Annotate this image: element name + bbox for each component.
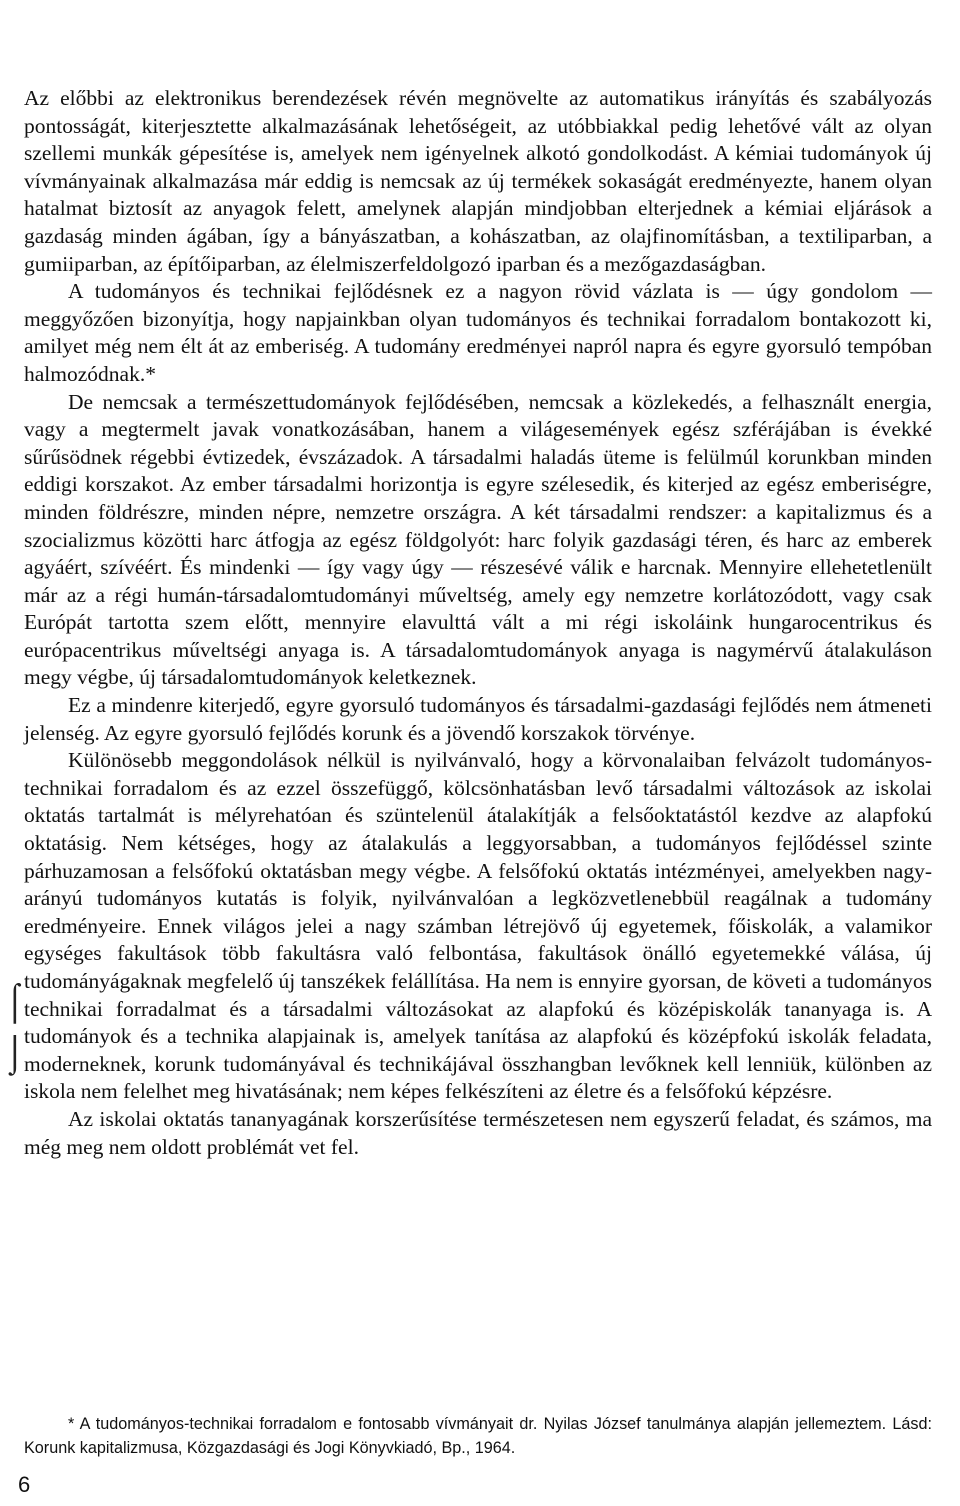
footnote — [24, 1412, 932, 1460]
paragraph-curriculum-modernization: Az iskolai oktatás tananyagának korszerűsítése természetesen nem egyszerű feladat, és számos, ma még meg nem oldott problémát vet fel. — [24, 1106, 932, 1159]
footnote-text: * A tudományos-technikai forradalom e fontosabb vívmányait dr. Nyilas József tanulmánya alapján jellemeztem. Lásd: Korunk kapitalizmusa, Közgazdasági és Jogi Könyvkiadó, Bp., 1964. — [24, 1415, 932, 1457]
paragraph-school-education: Különösebb meggondolások nélkül is nyilvánvaló, hogy a körvonalaiban felvázolt tudományos-technikai forradalom és az ezzel összefüggő, kölcsönhatásban levő társadalmi változások az iskolai oktatás tartalmát is mélyrehatóan és szüntelenül átalakítják a felsőoktatástól kezdve az alapfokú oktatásig. Nem kétséges, hogy az átalakulás a leggyorsabban, a tudományos fejlődéssel szinte párhuzamosan a felsőfokú oktatásban megy végbe. A felsőfokú oktatás intézményei, amelyekben nagyarányú tudományos kutatás is folyik, nyilvánvalóan a legközvetlenebbül reagálnak a tudomány eredményeire. Ennek világos jelei a nagy számban létrejövő új egyetemek, főiskolák, a valamikor egységes fakultások több fakultásra való felbontása, fakultások önálló egyetemekké válása, új tudományágaknak megfelelő új tanszékek felállítása. Ha nem is ennyire gyorsan, de követi a tudományos technikai forradalmat és a társadalmi változásokat az alapfokú és középiskolák tananyaga is. A tudományok és a technika alapjainak is, amelyek tanítása az alapfokú és középfokú iskolák feladata, moderneknek, korunk tudományával és technikájával összhangban levőknek kell lenniük, különben az iskola nem felelhet meg hivatásának; nem képes felkészíteni az életre és a felsőfokú képzésre. — [24, 748, 932, 1104]
book-page-body — [24, 85, 932, 1161]
margin-bracket-mark: ⌠ ⌡ — [4, 981, 26, 1073]
paragraph-social-progress: De nemcsak a természettudományok fejlődésében, nemcsak a közlekedés, a felhasznált energia, vagy a megtermelt javak vonatkozásában, hanem a világesemények egész szférájában is évekké sűrűsödnek régebbi évtizedek, évszázadok. A társadalmi haladás üteme is felülmúl korunkban minden eddigi korszakot. Az ember társadalmi horizontja is egyre szélesedik, és kiterjed az egész emberiségre, minden földrészre, minden népre, nemzetre országra. A két társadalmi rendszer: a kapitalizmus és a szocializmus közötti harc átfogja az egész földgolyót: harc folyik gazdasági téren, és harc az emberek agyáért, szívéért. És mindenki — így vagy úgy — részesévé válik e harcnak. Mennyire ellehetetlenült már az a régi humán-társadalomtudományi műveltség, amely egy nemzetre korlátozódott, vagy csak Európát tartotta szem előtt, mennyire elavulttá vált a mi régi iskoláink hungarocentrikus és európacentrikus műveltségi anyaga is. A társadalomtudományok anyaga is nagymérvű átalakuláson megy végbe, új társadalomtudományok keletkeznek. — [24, 389, 932, 690]
paragraph-scientific-revolution: A tudományos és technikai fejlődésnek ez a nagyon rövid vázlata is — úgy gondolom — meggyőzően bizonyítja, hogy napjainkban olyan tudományos és technikai forradalom bontakozott ki, amilyet még nem élt át az emberiség. A tudomány eredményei napról napra és egyre gyorsuló tempóban halmozódnak.* — [24, 279, 932, 386]
page-number: 6 — [18, 1472, 31, 1497]
paragraph-accelerating-development: Ez a mindenre kiterjedő, egyre gyorsuló tudományos és társadalmi-gazdasági fejlődés nem átmeneti jelenség. Az egyre gyorsuló fejlődés korunk és a jövendő korszakok törvénye. — [24, 693, 932, 745]
paragraph-electronics-chemistry: Az előbbi az elektronikus berendezések révén megnövelte az automatikus irányítás és szabályozás pontosságát, kiterjesztette alkalmazásának lehetőségeit, az utóbbiakkal pedig lehetővé vált az olyan szellemi munkák gépesítése is, amelyek nem igényelnek alkotó gondolkodást. A kémiai tudományok új vívmányainak alkalmazása már eddig is nemcsak az új termékek sokaságát eredményezte, hanem olyan hatalmat biztosít az anyagok felett, amelynek alapján mindjobban elterjednek a kémiai eljárások a gazdaság minden ágában, így a bányászatban, a kohászatban, az olajfinomításban, a textiliparban, a gumiiparban, az építőiparban, az élelmiszerfeldolgozó iparban és a mezőgazdaságban. — [24, 86, 932, 276]
